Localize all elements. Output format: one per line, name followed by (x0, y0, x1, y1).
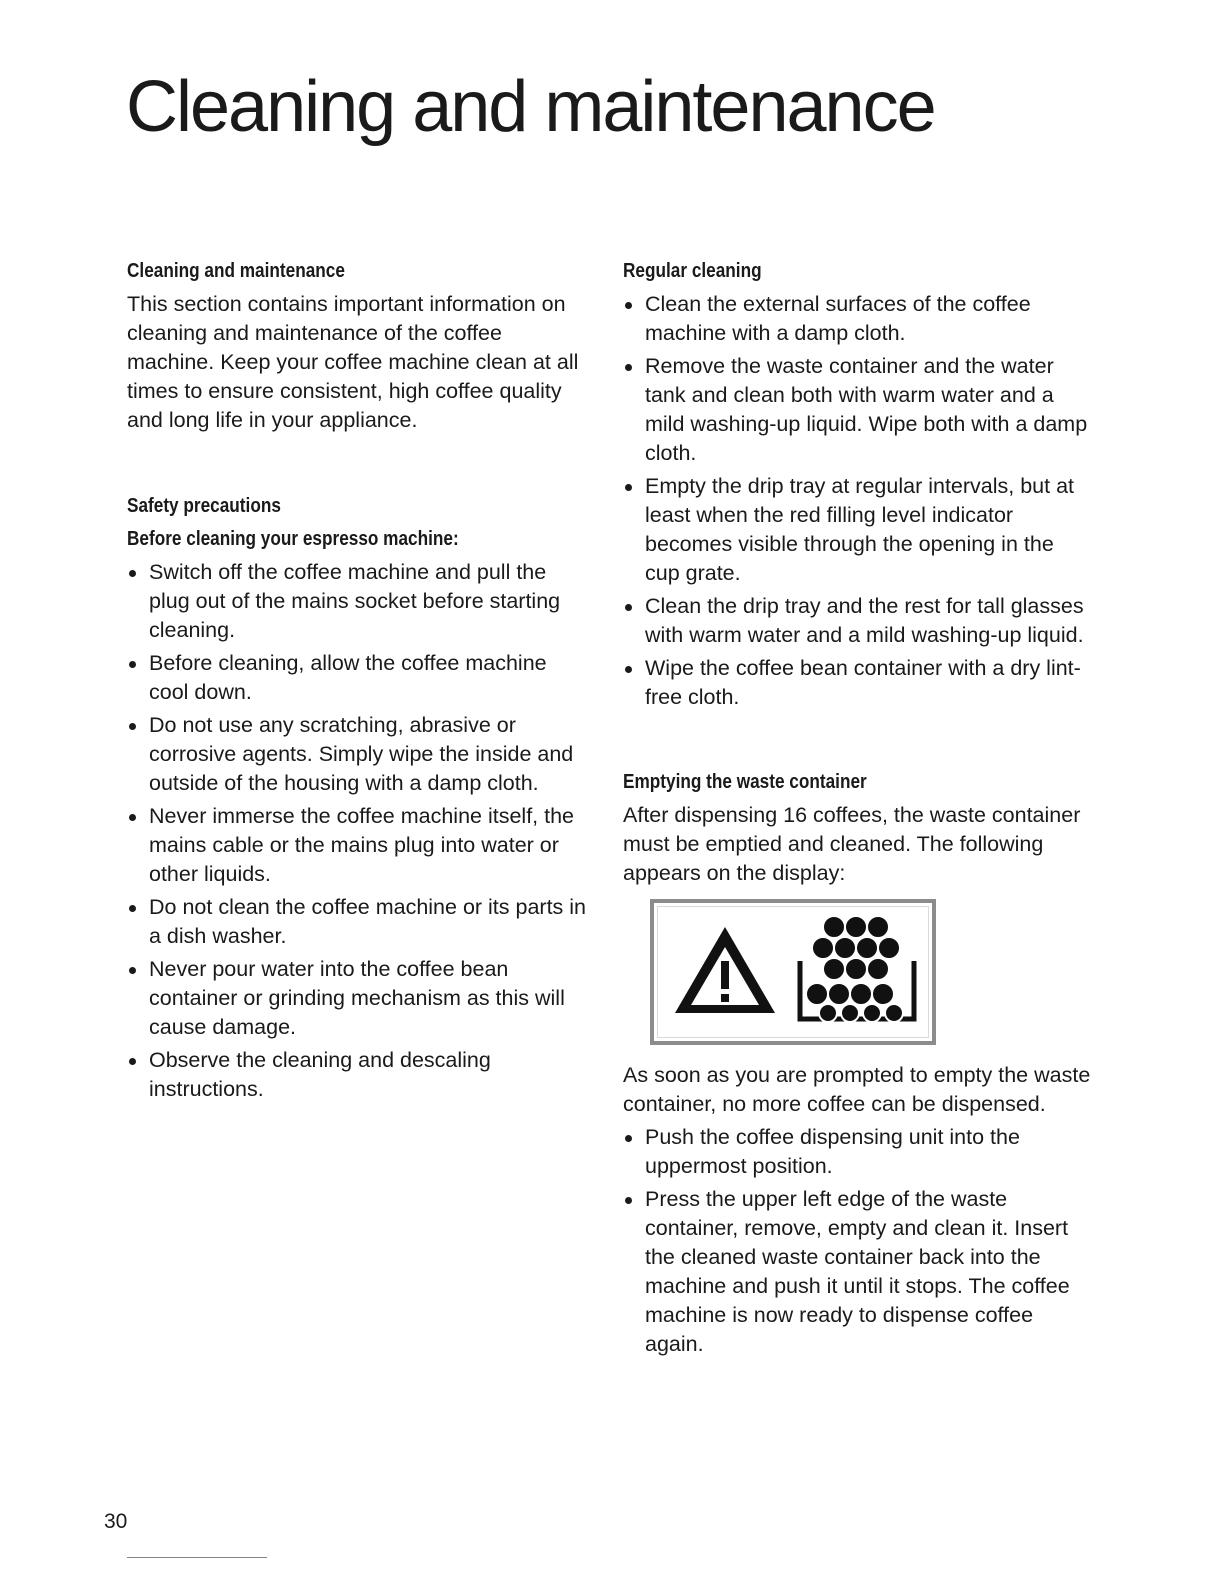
page-title: Cleaning and maintenance (126, 67, 935, 147)
waste-container-icon (794, 915, 920, 1027)
prompt-paragraph: As soon as you are prompted to empty the waste container, no more coffee can be dispensed. (623, 1063, 1091, 1116)
bullet-icon (625, 604, 632, 611)
list-item-text: Remove the waste container and the water tank and clean both with warm water and a mild washing-up liquid. Wipe both with a damp cloth. (645, 354, 1088, 465)
list-item (623, 654, 1093, 712)
waste-container-heading: Emptying the waste container (623, 771, 867, 793)
right-column (623, 257, 1093, 1363)
intro-paragraph: This section contains important information on cleaning and maintenance of the coffee machine. Keep your coffee machine clean at all times to ensure consistent, high coffee quality and long life in your appliance. (127, 292, 579, 432)
list-item (623, 352, 1093, 468)
list-item (127, 955, 587, 1042)
waste-container-list (623, 1123, 1093, 1359)
bullet-icon (625, 1135, 632, 1142)
list-item-text: Do not clean the coffee machine or its parts in a dish washer. (149, 895, 587, 948)
bullet-icon (625, 1197, 632, 1204)
list-item (623, 592, 1093, 650)
waste-container-paragraph: After dispensing 16 coffees, the waste container must be emptied and cleaned. The following appears on the display: (623, 803, 1081, 885)
list-item-text: Never immerse the coffee machine itself, the mains cable or the mains plug into water or other liquids. (149, 804, 575, 886)
bullet-icon (129, 1058, 136, 1065)
list-item-text: Switch off the coffee machine and pull the plug out of the mains socket before starting cleaning. (149, 560, 561, 642)
list-item (623, 1185, 1093, 1359)
list-item (127, 649, 587, 707)
bullet-icon (129, 570, 136, 577)
list-item (127, 558, 587, 645)
list-item (127, 711, 587, 798)
bullet-icon (625, 364, 632, 371)
page-number: 30 (104, 1510, 128, 1533)
list-item-text: Do not use any scratching, abrasive or corrosive agents. Simply wipe the inside and outside of the housing with a damp cloth. (149, 713, 574, 795)
regular-cleaning-heading: Regular cleaning (623, 260, 762, 282)
regular-cleaning-list (623, 290, 1093, 712)
intro-heading: Cleaning and maintenance (127, 260, 345, 282)
list-item (127, 893, 587, 951)
bullet-icon (129, 661, 136, 668)
list-item-text: Observe the cleaning and descaling instructions. (149, 1048, 491, 1101)
safety-heading: Safety precautions (127, 495, 281, 517)
bullet-icon (129, 905, 136, 912)
list-item-text: Never pour water into the coffee bean container or grinding mechanism as this will cause damage. (149, 957, 565, 1039)
warning-icon (669, 921, 781, 1021)
display-illustration (650, 899, 936, 1045)
list-item-text: Wipe the coffee bean container with a dry lint-free cloth. (645, 656, 1081, 709)
bullet-icon (625, 484, 632, 491)
bullet-icon (129, 723, 136, 730)
bullet-icon (129, 967, 136, 974)
bullet-icon (625, 302, 632, 309)
list-item (623, 290, 1093, 348)
list-item-text: Clean the drip tray and the rest for tall glasses with warm water and a mild washing-up liquid. (645, 594, 1084, 647)
list-item (127, 802, 587, 889)
bullet-icon (129, 814, 136, 821)
list-item-text: Before cleaning, allow the coffee machine cool down. (149, 651, 547, 704)
list-item-text: Push the coffee dispensing unit into the uppermost position. (645, 1125, 1020, 1178)
list-item (127, 1046, 587, 1104)
list-item-text: Empty the drip tray at regular intervals, but at least when the red filling level indicator becomes visible through the opening in the cup grate. (645, 474, 1075, 585)
list-item-text: Clean the external surfaces of the coffee machine with a damp cloth. (645, 292, 1031, 345)
list-item-text: Press the upper left edge of the waste container, remove, empty and clean it. Insert the cleaned waste container back into the machine and push it until it stops. The coffee machine is now ready to dispense coffee again. (645, 1187, 1070, 1356)
list-item (623, 1123, 1093, 1181)
left-column (127, 257, 587, 1108)
list-item (623, 472, 1093, 588)
safety-list (127, 558, 587, 1104)
footer-rule (127, 1557, 267, 1558)
bullet-icon (625, 666, 632, 673)
safety-subheading: Before cleaning your espresso machine: (127, 528, 459, 550)
